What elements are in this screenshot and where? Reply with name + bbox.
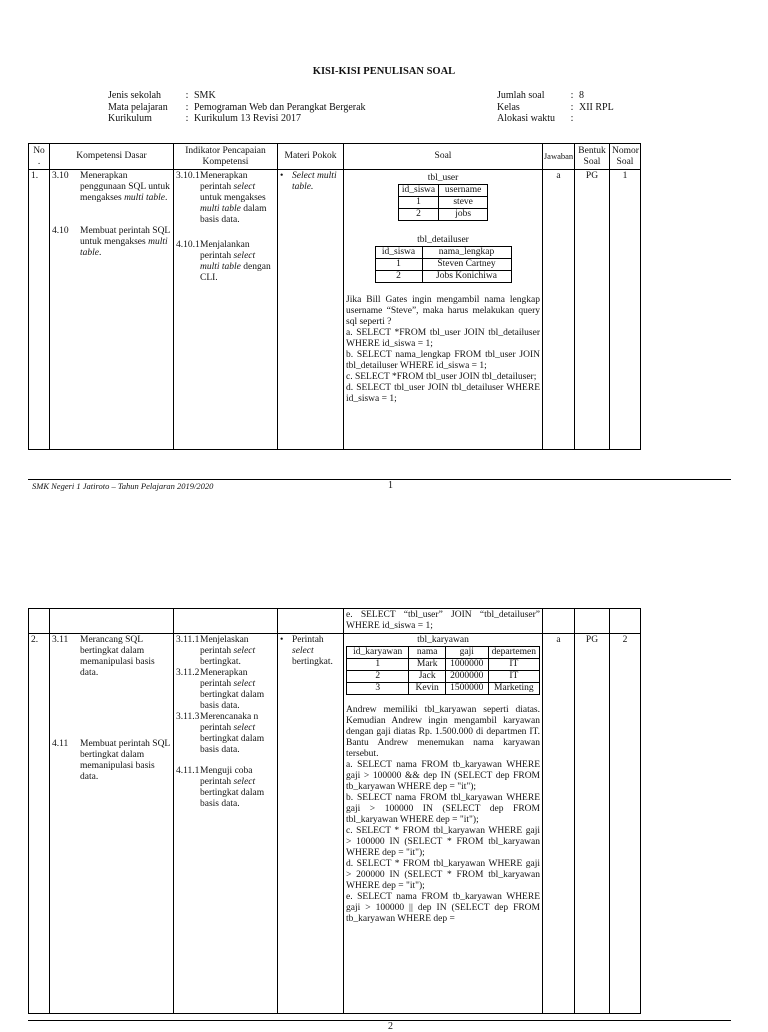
ind-italic: select xyxy=(233,679,256,689)
ind-text: untuk mengakses xyxy=(200,193,266,203)
info-label: Mata pelajaran xyxy=(108,101,168,113)
empty-cell xyxy=(543,609,575,634)
table-row xyxy=(29,634,641,1014)
materi-cell: • Select multi table. xyxy=(278,170,344,450)
ind-text: Menerapkan perintah xyxy=(200,668,248,689)
inner-header: departemen xyxy=(488,647,539,659)
ind-italic: select xyxy=(233,182,256,192)
kompetensi-cell: 3.10 Menerapkan penggunaan SQL untuk mengakses multi table. 4.10 Membuat perintah SQL untuk mengakses multi table. xyxy=(50,170,174,450)
ind-italic: select xyxy=(233,646,256,656)
info-row: Kurikulum : Kurikulum 13 Revisi 2017 xyxy=(108,113,301,124)
ind-text: dalam basis data. xyxy=(200,204,267,225)
kd-italic: multi table xyxy=(80,237,168,258)
empty-cell xyxy=(278,609,344,634)
ind-number: 3.11.1 xyxy=(176,635,200,645)
inner-cell: 1 xyxy=(375,259,422,271)
kd-italic: multi table xyxy=(124,193,165,203)
inner-cell: 1500000 xyxy=(445,683,488,695)
inner-cell: Marketing xyxy=(488,683,539,695)
kd-number: 3.11 xyxy=(52,635,69,645)
inner-header: username xyxy=(439,185,488,197)
footer-school: SMK Negeri 1 Jatiroto – Tahun Pelajaran 2019/2020 xyxy=(32,481,214,491)
info-row: Kelas : XII RPL xyxy=(497,101,614,113)
empty-cell xyxy=(575,609,610,634)
ind-italic: select xyxy=(233,777,256,787)
option-c: c. SELECT *FROM tbl_user JOIN tbl_detailuser; xyxy=(346,372,537,382)
question-text: Jika Bill Gates ingin mengambil nama lengkap username “Steve”, maka harus melakukan query sql seperti ? xyxy=(346,295,540,327)
info-value: 8 xyxy=(579,90,584,101)
footer-divider xyxy=(28,479,731,480)
info-value: Kurikulum 13 Revisi 2017 xyxy=(194,113,301,124)
inner-cell: 2 xyxy=(347,671,409,683)
col-nomor: Nomor Soal xyxy=(610,144,641,170)
info-value: SMK xyxy=(194,90,216,101)
exam-info xyxy=(497,90,614,125)
indikator-cell xyxy=(174,634,278,1014)
col-materi: Materi Pokok xyxy=(278,144,344,170)
kisi-table-page-1 xyxy=(28,143,641,450)
tbl-karyawan-table xyxy=(346,646,540,695)
kd-number: 4.10 xyxy=(52,226,69,236)
materi-italic: select xyxy=(292,646,314,656)
info-label: Jenis sekolah xyxy=(108,90,162,101)
inner-cell: Mark xyxy=(409,659,445,671)
option-e: e. SELECT nama FROM tb_karyawan WHERE gaji > 100000 || dep IN (SELECT dep FROM tb_karyawan WHERE dep = xyxy=(346,892,540,924)
inner-cell: 3 xyxy=(347,683,409,695)
empty-cell xyxy=(174,609,278,634)
ind-italic: select xyxy=(233,723,256,733)
ind-italic: select multi table xyxy=(200,251,256,272)
table-caption: tbl_karyawan xyxy=(417,635,469,645)
inner-header: gaji xyxy=(445,647,488,659)
ind-text: bertingkat. xyxy=(200,657,241,667)
inner-header: nama_lengkap xyxy=(422,247,511,259)
info-label: Kelas xyxy=(497,101,520,113)
ind-text: Menerapkan perintah xyxy=(200,171,248,192)
table-row-continued xyxy=(29,609,641,634)
kd-text: Merancang SQL bertingkat dalam memanipulasi basis data. xyxy=(80,635,155,678)
col-bentuk: Bentuk Soal xyxy=(575,144,610,170)
kisi-table-page-2 xyxy=(28,608,641,1014)
inner-cell: 1 xyxy=(347,659,409,671)
document-title: KISI-KISI PENULISAN SOAL xyxy=(312,66,456,77)
ind-number: 4.10.1 xyxy=(176,240,200,250)
soal-cell xyxy=(344,170,543,450)
materi-text: Select multi table. xyxy=(292,171,337,192)
ind-number: 3.11.3 xyxy=(176,712,200,722)
ind-text: dengan CLI. xyxy=(200,262,271,283)
empty-cell xyxy=(29,609,50,634)
info-label: Alokasi waktu xyxy=(497,113,556,124)
kd-text: Membuat perintah SQL bertingkat dalam memanipulasi basis data. xyxy=(80,739,170,782)
option-d: d. SELECT * FROM tbl_karyawan WHERE gaji > 200000 IN (SELECT * FROM tbl_karyawan WHERE dep = "it"); xyxy=(346,859,540,891)
indikator-cell xyxy=(174,170,278,450)
kompetensi-cell xyxy=(50,634,174,1014)
ind-text: bertingkat dalam basis data. xyxy=(200,788,265,809)
inner-cell: 2 xyxy=(375,271,422,283)
jawaban-cell: a xyxy=(543,170,575,450)
option-b: b. SELECT nama FROM tbl_karyawan WHERE gaji > 100000 IN (SELECT dep FROM tbl_karyawan WHERE dep = "it"); xyxy=(346,793,540,825)
document-page-2 xyxy=(0,495,768,1032)
info-row: Alokasi waktu : xyxy=(497,113,574,124)
kd-number: 4.11 xyxy=(52,739,69,749)
col-indikator: Indikator Pencapaian Kompetensi xyxy=(174,144,278,170)
table-header-row xyxy=(29,144,641,170)
page-number: 2 xyxy=(388,1021,393,1032)
ind-italic: multi table xyxy=(200,204,241,214)
ind-text: Menjelaskan perintah xyxy=(200,635,249,656)
col-jawaban: Jawaban xyxy=(543,144,575,170)
inner-cell: Jack xyxy=(409,671,445,683)
inner-cell: 1 xyxy=(398,197,438,209)
info-value: Pemograman Web dan Perangkat Bergerak xyxy=(194,101,366,113)
ind-text: Menjalankan perintah xyxy=(200,240,250,261)
ind-number: 3.10.1 xyxy=(176,171,200,181)
option-d: d. SELECT tbl_user JOIN tbl_detailuser WHERE id_siswa = 1; xyxy=(346,383,540,404)
kd-number: 3.10 xyxy=(52,171,69,181)
info-row: Jumlah soal : 8 xyxy=(497,90,584,101)
info-label: Jumlah soal xyxy=(497,90,545,101)
page-number: 1 xyxy=(388,480,393,491)
col-soal: Soal xyxy=(344,144,543,170)
row-number: 1. xyxy=(29,170,50,450)
kd-text: Menerapkan penggunaan SQL untuk mengakses xyxy=(80,171,170,203)
question-text: Andrew memiliki tbl_karyawan seperti diatas. Kemudian Andrew ingin mengambil karyawan dengan gaji diatas Rp. 1.500.000 di departmen IT. Bantu Andrew menemukan nama karyawan tersebut. xyxy=(346,705,540,759)
table-row xyxy=(29,170,641,450)
info-row: Mata pelajaran : Pemograman Web dan Perangkat Bergerak xyxy=(108,101,366,113)
option-a: a. SELECT *FROM tbl_user JOIN tbl_detailuser WHERE id_siswa = 1; xyxy=(346,328,540,349)
ind-text: bertingkat dalam basis data. xyxy=(200,734,265,755)
inner-header: id_siswa xyxy=(375,247,422,259)
bentuk-cell: PG xyxy=(575,170,610,450)
col-kompetensi: Kompetensi Dasar xyxy=(50,144,174,170)
inner-cell: 2000000 xyxy=(445,671,488,683)
col-no: No . xyxy=(29,144,50,170)
option-a: a. SELECT nama FROM tb_karyawan WHERE gaji > 100000 && dep IN (SELECT dep FROM tb_karyawan WHERE dep = "it"); xyxy=(346,760,540,792)
tbl-user-table xyxy=(398,184,488,221)
inner-cell: Steven Cartney xyxy=(422,259,511,271)
nomor-cell: 1 xyxy=(610,170,641,450)
row-number: 2. xyxy=(29,634,50,1014)
option-e: e. SELECT “tbl_user” JOIN “tbl_detailuser” WHERE id_siswa = 1; xyxy=(344,609,543,634)
nomor-cell: 2 xyxy=(610,634,641,1014)
empty-cell xyxy=(50,609,174,634)
inner-cell: IT xyxy=(488,659,539,671)
ind-text: Menguji coba perintah xyxy=(200,766,253,787)
document-page-1 xyxy=(0,0,768,495)
table-caption: tbl_user xyxy=(427,173,459,183)
inner-header: id_karyawan xyxy=(347,647,409,659)
bentuk-cell: PG xyxy=(575,634,610,1014)
materi-cell: • Perintah select bertingkat. xyxy=(278,634,344,1014)
soal-cell xyxy=(344,634,543,1014)
tbl-detailuser-table xyxy=(375,246,512,283)
option-c: c. SELECT * FROM tbl_karyawan WHERE gaji > 100000 IN (SELECT * FROM tbl_karyawan WHERE dep = "it"); xyxy=(346,826,540,858)
materi-text: Perintah xyxy=(292,635,324,645)
inner-cell: 2 xyxy=(398,209,438,221)
ind-number: 4.11.1 xyxy=(176,766,200,776)
school-info xyxy=(108,90,366,125)
inner-cell: jobs xyxy=(439,209,488,221)
inner-cell: Kevin xyxy=(409,683,445,695)
jawaban-cell: a xyxy=(543,634,575,1014)
info-value: XII RPL xyxy=(579,101,614,113)
ind-text: bertingkat dalam basis data. xyxy=(200,690,265,711)
info-label: Kurikulum xyxy=(108,113,152,124)
inner-cell: Jobs Konichiwa xyxy=(422,271,511,283)
info-row: Jenis sekolah : SMK xyxy=(108,90,216,101)
option-b: b. SELECT nama_lengkap FROM tbl_user JOIN tbl_detailuser WHERE id_siswa = 1; xyxy=(346,350,540,371)
kd-text: Membuat perintah SQL untuk mengakses xyxy=(80,226,170,247)
materi-text: bertingkat. xyxy=(292,657,333,667)
inner-header: id_siswa xyxy=(398,185,438,197)
table-caption: tbl_detailuser xyxy=(417,235,469,245)
empty-cell xyxy=(610,609,641,634)
inner-cell: 1000000 xyxy=(445,659,488,671)
footer-divider xyxy=(28,1020,731,1021)
inner-cell: IT xyxy=(488,671,539,683)
ind-text: Merencanaka n perintah xyxy=(200,712,259,733)
inner-header: nama xyxy=(409,647,445,659)
ind-number: 3.11.2 xyxy=(176,668,200,678)
inner-cell: steve xyxy=(439,197,488,209)
